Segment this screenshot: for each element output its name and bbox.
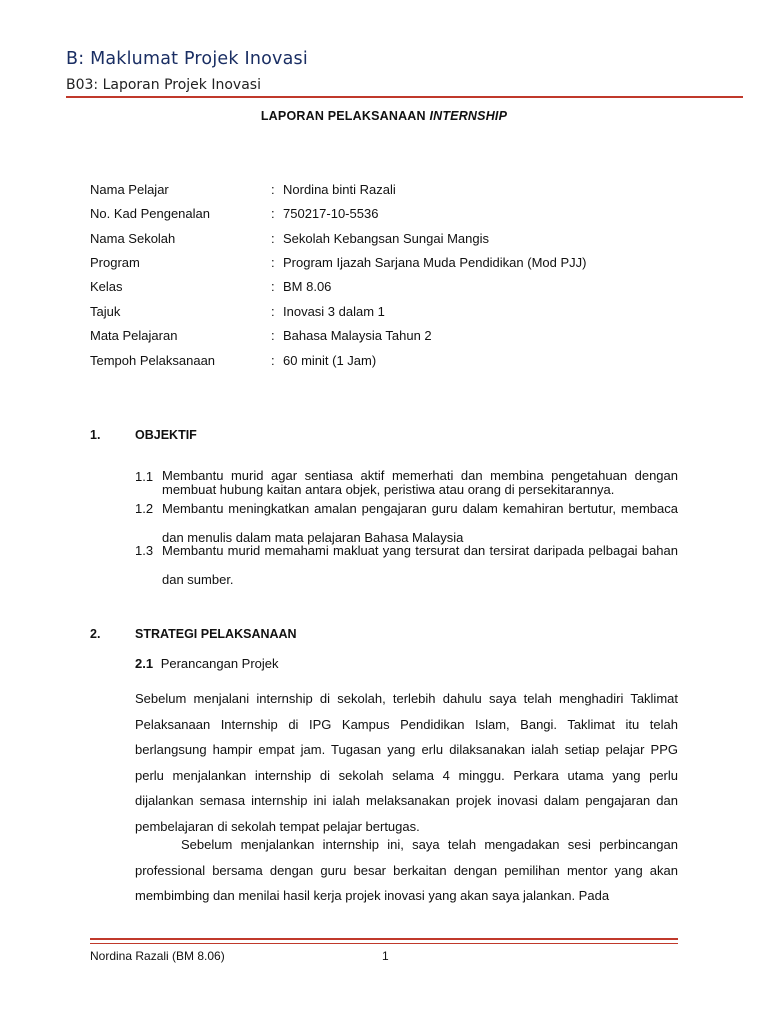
document-title-emphasis: INTERNSHIP xyxy=(429,109,508,123)
info-value: Program Ijazah Sarjana Muda Pendidikan (Mod PJJ) xyxy=(283,255,587,270)
objective-text: Membantu meningkatkan amalan pengajaran guru dalam kemahiran bertutur, membaca dan menulis dalam mata pelajaran Bahasa Malaysia xyxy=(162,501,678,545)
document-title-prefix: LAPORAN PELAKSANAAN xyxy=(260,109,430,123)
header-title: B: Maklumat Projek Inovasi xyxy=(66,49,308,69)
info-label: Program xyxy=(90,255,140,270)
section-number: 2. xyxy=(90,627,101,641)
section-title-objektif: OBJEKTIF xyxy=(135,428,197,442)
info-label: Nama Sekolah xyxy=(90,231,176,246)
info-label: Mata Pelajaran xyxy=(90,328,178,343)
subsection-number: 2.1 xyxy=(135,656,154,671)
info-colon: : xyxy=(271,182,275,197)
footer-divider-thin xyxy=(90,943,678,944)
info-value: Inovasi 3 dalam 1 xyxy=(283,304,385,319)
footer-author: Nordina Razali (BM 8.06) xyxy=(90,949,225,963)
info-value: BM 8.06 xyxy=(283,279,332,294)
info-label: Tajuk xyxy=(90,304,121,319)
page-number: 1 xyxy=(382,949,389,963)
info-value: Bahasa Malaysia Tahun 2 xyxy=(283,328,432,343)
info-value: Sekolah Kebangsan Sungai Mangis xyxy=(283,231,489,246)
info-label: Nama Pelajar xyxy=(90,182,169,197)
info-colon: : xyxy=(271,279,275,294)
paragraph: Sebelum menjalani internship di sekolah, terlebih dahulu saya telah menghadiri Taklimat Pelaksanaan Internship di IPG Kampus Pendidikan Islam, Bangi. Taklimat itu telah berlangsung hampir empat jam. Tugasan yang erlu dilaksanakan ialah setiap pelajar PPG perlu menjalankan internship di sekolah selama 4 minggu. Perkara utama yang perlu dijalankan semasa internship ini ialah melaksanakan projek inovasi dalam pengajaran dan pembelajaran di sekolah tempat pelajar bertugas. xyxy=(135,691,678,834)
footer-divider xyxy=(90,938,678,940)
subsection-heading xyxy=(135,656,279,671)
section-number: 1. xyxy=(90,428,101,442)
info-label: Tempoh Pelaksanaan xyxy=(90,353,216,368)
subsection-title: Perancangan Projek xyxy=(160,656,279,671)
info-value: Nordina binti Razali xyxy=(283,182,396,197)
objective-number: 1.2 xyxy=(135,501,154,516)
info-colon: : xyxy=(271,328,275,343)
info-colon: : xyxy=(271,304,275,319)
document-title xyxy=(0,109,768,123)
info-label: Kelas xyxy=(90,279,123,294)
objective-number: 1.1 xyxy=(135,469,154,484)
info-colon: : xyxy=(271,255,275,270)
section-title-strategi: STRATEGI PELAKSANAAN xyxy=(135,627,297,641)
info-value: 60 minit (1 Jam) xyxy=(283,353,377,368)
info-label: No. Kad Pengenalan xyxy=(90,206,210,221)
header-divider xyxy=(66,96,743,98)
info-value: 750217-10-5536 xyxy=(283,206,379,221)
info-colon: : xyxy=(271,206,275,221)
objective-text: Membantu murid agar sentiasa aktif memerhati dan membina pengetahuan dengan membuat hubung kaitan antara objek, peristiwa atau orang di persekitarannya. xyxy=(162,468,678,497)
paragraph: Sebelum menjalankan internship ini, saya telah mengadakan sesi perbincangan professional bersama dengan guru besar berkaitan dengan pemilihan mentor yang akan membimbing dan menilai hasil kerja projek inovasi yang akan saya jalankan. Pada xyxy=(135,837,678,903)
header-subtitle: B03: Laporan Projek Inovasi xyxy=(66,77,261,93)
info-colon: : xyxy=(271,231,275,246)
objective-text: Membantu murid memahami makluat yang tersurat dan tersirat daripada pelbagai bahan dan sumber. xyxy=(162,543,678,587)
info-colon: : xyxy=(271,353,275,368)
objective-number: 1.3 xyxy=(135,543,154,558)
